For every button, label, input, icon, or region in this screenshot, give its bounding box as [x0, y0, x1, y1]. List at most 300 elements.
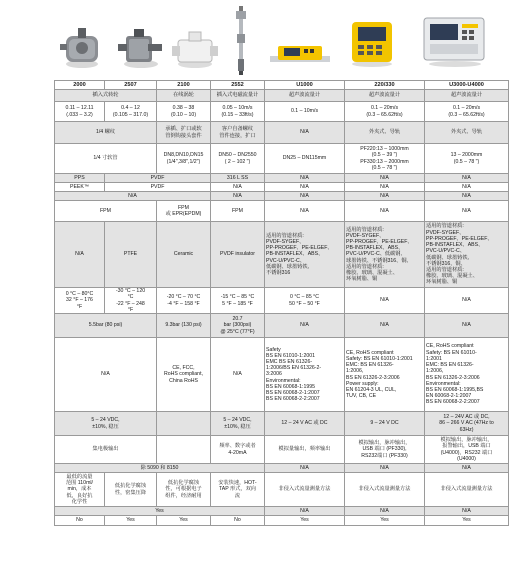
spec-cell-line: @ 25°C (77°F): [220, 328, 255, 335]
spec-cell: [345, 314, 425, 338]
spec-cell-line: PF220:13 – 1000mm: [360, 146, 409, 153]
spec-cell-line: DN50 – DN2550: [218, 152, 257, 159]
spec-cell-line: DN25 – DN115mm: [282, 155, 327, 162]
spec-cell-line: Yes: [462, 517, 471, 524]
spec-cell: [425, 314, 509, 338]
spec-cell-line: -20 °C – 70 °C: [166, 294, 201, 301]
spec-cell: [55, 174, 105, 183]
spec-cell-line: 环氧树脂、铜: [426, 279, 458, 286]
spec-cell-line: N/A: [300, 207, 309, 214]
spec-cell: [425, 174, 509, 183]
spec-cell-line: N/A: [233, 183, 242, 190]
spec-cell-line: N/A: [462, 464, 471, 471]
spec-cell-line: Yes: [126, 517, 135, 524]
spec-cell-line: PP-PROGEF、PE-ELGEF、: [346, 238, 413, 245]
spec-cell: [211, 183, 265, 192]
spec-cell-line: 低抗化学腐蚀: [167, 480, 200, 487]
spec-row: [55, 201, 509, 222]
spec-cell-line: 范围 110ml/: [65, 480, 93, 487]
spec-cell-line: Yes: [380, 517, 389, 524]
spec-cell: [211, 314, 265, 338]
spec-cell: [265, 412, 345, 436]
spec-cell-line: 5.5bar (80 psi): [88, 322, 123, 329]
spec-cell: [265, 102, 345, 122]
spec-cell: [265, 516, 345, 526]
model-header-cell: 2000: [55, 81, 105, 90]
spec-row: [55, 222, 509, 288]
spec-cell-line: 超声波流量计: [450, 92, 483, 99]
spec-row: [55, 192, 509, 201]
spec-cell-line: BS EN 60068-1:1995: [266, 383, 316, 390]
spec-cell-line: N/A: [101, 371, 110, 378]
spec-cell-line: 3:2006: [266, 371, 282, 378]
spec-cell-line: 低抗化学腐蚀: [114, 483, 147, 490]
turbine-2100-image: [172, 30, 218, 70]
spec-cell-line: 适用的管道材质:: [346, 226, 384, 233]
spec-cell-line: 管倒钩接头套件: [165, 132, 202, 139]
spec-cell: [345, 144, 425, 174]
spec-cell-line: 环氧树脂、铜: [346, 276, 378, 283]
spec-row: [55, 144, 509, 174]
spec-cell: [157, 144, 211, 174]
spec-cell: [211, 436, 265, 464]
spec-cell-line: N/A: [380, 183, 389, 190]
spec-cell-line: -4 °F – 158 °F: [167, 300, 200, 307]
spec-cell: [55, 436, 157, 464]
spec-cell-line: (0.5 – 78 "): [371, 164, 398, 171]
spec-cell: [55, 473, 105, 507]
spec-cell: [345, 183, 425, 192]
spec-cell-line: N/A: [380, 192, 389, 199]
spec-cell-line: 低，良好抗: [66, 492, 93, 499]
spec-cell-line: (0.3 – 65.62ft/s): [366, 111, 403, 118]
spec-cell-line: 63Hz): [459, 426, 474, 433]
spec-cell-line: BS EN 60068-2-2:2007: [266, 396, 320, 403]
spec-cell: [55, 183, 105, 192]
spec-cell: [425, 201, 509, 222]
spec-cell-line: DN8,DN10,DN15: [163, 152, 204, 159]
spec-cell-line: BS EN 61010-1:2001: [266, 352, 316, 359]
spec-cell: [105, 222, 157, 288]
spec-cell: [425, 102, 509, 122]
spec-cell-line: 适用的管道材质:: [266, 232, 304, 239]
spec-cell-line: PB-INSTAFLEX、ABS、: [346, 245, 404, 252]
spec-cell: [265, 122, 345, 144]
spec-cell-line: N/A: [300, 183, 309, 190]
spec-cell-line: N/A: [380, 174, 389, 181]
spec-cell-line: Safety: BS EN 61010-1:2001: [346, 355, 413, 362]
spec-cell-line: EMC: BS EN 61326-: [426, 362, 474, 369]
spec-row: [55, 464, 509, 473]
spec-cell: [425, 222, 509, 288]
model-header-cell: 2100: [157, 81, 211, 90]
spec-cell-line: 0.1 – 20m/s: [452, 105, 481, 112]
spec-cell-line: 非侵入式流量测量方法: [358, 486, 411, 493]
spec-cell: [265, 436, 345, 464]
spec-cell: [55, 288, 105, 314]
spec-cell-line: EMC BS EN 61326-: [266, 358, 313, 365]
spec-cell: [345, 473, 425, 507]
spec-cell-line: PVDF insulator: [220, 251, 255, 258]
spec-cell-line: 非侵入式流量测量方法: [440, 486, 493, 493]
spec-cell: [211, 122, 265, 144]
spec-cell: [265, 183, 345, 192]
spec-cell-line: °F: [76, 303, 83, 310]
spec-cell-line: 组件，经济耐用: [165, 492, 202, 499]
spec-cell-line: PVC-U/PVC-C、: [266, 257, 305, 264]
spec-cell-line: N/A: [462, 192, 471, 199]
spec-cell-line: 1:2006/BS EN 61326-2-: [266, 365, 322, 372]
spec-cell-line: 性，密集压降: [114, 489, 147, 496]
spec-cell-line: (0.5 – 39 "): [371, 152, 398, 159]
spec-cell: [55, 314, 157, 338]
spec-cell-line: 4-20mA: [228, 449, 247, 456]
spec-cell-line: PVDF: [150, 183, 165, 190]
spec-cell: [345, 122, 425, 144]
spec-cell-line: 橡胶、玻璃、混凝土、: [346, 270, 398, 276]
spec-cell-line: 最低的流量: [66, 473, 93, 480]
spec-cell-line: 5 – 24 VDC,: [91, 417, 120, 424]
spec-cell: [55, 464, 265, 473]
spec-cell-line: 12 – 24V AC 或 DC,: [443, 414, 490, 421]
spec-cell-line: (0.5 – 78 "): [453, 158, 480, 165]
spec-cell-line: 1:2006,: [346, 368, 364, 375]
spec-cell-line: FPM: [100, 207, 111, 214]
spec-cell: [211, 412, 265, 436]
spec-cell-line: PVC-U/PVC-C、: [426, 248, 465, 255]
spec-cell-line: N/A: [462, 183, 471, 190]
spec-cell-line: N/A: [75, 251, 84, 258]
spec-cell-line: 模拟输出，脉冲输出，: [440, 437, 493, 444]
spec-cell-line: 50 °F – 50 °F: [289, 300, 320, 307]
spec-cell-line: FPM: [178, 204, 189, 211]
spec-cell: [345, 436, 425, 464]
spec-cell: [265, 473, 345, 507]
spec-cell-line: 超声波流量计: [368, 92, 401, 99]
spec-cell-line: ±10%, 稳压: [92, 423, 119, 430]
spec-cell-line: EMC: BS EN 61326-: [346, 362, 394, 369]
spec-cell: [265, 464, 345, 473]
spec-cell-line: -22 °F – 248: [116, 300, 145, 307]
spec-cell-line: 9.3bar (130 psi): [165, 322, 202, 329]
spec-cell-line: 5 °F – 185 °F: [222, 300, 253, 307]
spec-cell-line: 模拟输出，脉冲输出，: [358, 440, 411, 447]
spec-cell: [425, 436, 509, 464]
spec-row: [55, 412, 509, 436]
spec-cell: [211, 222, 265, 288]
spec-cell-line: 管件连接，扩口: [219, 132, 256, 139]
spec-row: [55, 102, 509, 122]
spec-row: [55, 436, 509, 464]
spec-cell-line: 0.05 – 10m/s: [222, 105, 253, 112]
spec-cell: [55, 507, 265, 516]
spec-cell: [425, 288, 509, 314]
spec-cell: [157, 288, 211, 314]
model-header-cell: 2552: [211, 81, 265, 90]
spec-cell-line: 适用的管道材质:: [346, 263, 384, 270]
spec-cell-line: bar (300psi): [223, 322, 252, 329]
spec-cell-line: Environmental:: [426, 380, 461, 387]
spec-cell: [55, 90, 157, 102]
spec-cell: [345, 102, 425, 122]
spec-cell-line: PVDF-SYGEF、: [266, 238, 305, 245]
spec-cell-line: 承插、扩口或软: [165, 126, 202, 133]
spec-cell: [345, 222, 425, 288]
spec-cell-line: 1/4 寸软管: [93, 155, 118, 162]
model-header-row: [55, 81, 509, 90]
spec-cell-line: 低碳钢、球墨铸铁、: [426, 254, 473, 261]
spec-cell: [157, 201, 211, 222]
spec-cell: [157, 436, 211, 464]
spec-cell-line: PTFE: [123, 251, 138, 258]
spec-cell-line: N/A: [380, 207, 389, 214]
model-header-cell: U1000: [265, 81, 345, 90]
spec-cell-line: 频率、数字或者: [219, 443, 256, 450]
spec-cell: [105, 183, 211, 192]
spec-cell: [157, 122, 211, 144]
spec-cell: [157, 314, 211, 338]
spec-cell-line: 1:2006,: [426, 368, 444, 375]
spec-cell: [425, 122, 509, 144]
spec-cell: [157, 102, 211, 122]
spec-cell: [157, 412, 211, 436]
spec-cell: [157, 516, 211, 526]
spec-cell-line: 0.1 – 20m/s: [370, 105, 399, 112]
spec-cell: [211, 102, 265, 122]
spec-cell: [211, 201, 265, 222]
spec-cell-line: 报警输出，USB 端口: [442, 443, 491, 450]
spec-cell: [55, 412, 157, 436]
spec-cell-line: Yes: [300, 517, 309, 524]
spec-cell-line: Ceramic: [173, 251, 194, 258]
spec-cell-line: N/A: [462, 174, 471, 181]
spec-cell-line: China RoHS: [169, 377, 198, 384]
spec-cell: [55, 192, 211, 201]
spec-cell-line: FPM: [232, 207, 243, 214]
spec-cell-line: 12 – 24 V AC 或 DC: [281, 420, 328, 427]
spec-cell-line: 0 °C – 85 °C: [290, 294, 319, 301]
product-photo-row: [56, 2, 508, 78]
spec-cell: [55, 102, 105, 122]
spec-cell-line: BS EN 61326-2-3:2006: [426, 374, 480, 381]
spec-cell-line: No: [76, 517, 83, 524]
spec-cell-line: ±10%, 稳压: [224, 423, 251, 430]
spec-cell-line: 不锈钢316、铜、: [426, 260, 466, 267]
spec-cell: [265, 144, 345, 174]
spec-cell: [425, 507, 509, 516]
spec-cell: [425, 192, 509, 201]
spec-cell: [425, 464, 509, 473]
spec-cell-line: °F: [127, 306, 134, 313]
spec-cell-line: °C: [127, 294, 134, 301]
spec-cell-line: 0.1 – 10m/s: [290, 108, 319, 115]
spec-cell-line: 适用的管道材质:: [426, 266, 464, 273]
spec-cell-line: N/A: [233, 371, 242, 378]
spec-cell-line: CE, FCC,: [172, 365, 195, 372]
spec-cell-line: N/A: [462, 207, 471, 214]
spec-cell: [425, 183, 509, 192]
spec-cell: [265, 174, 345, 183]
spec-cell: [211, 338, 265, 412]
spec-cell-line: 安装快速，HOT-: [218, 480, 257, 487]
spec-cell-line: PP-PROGEF、PE-ELGEF、: [426, 235, 493, 242]
spec-cell: [55, 516, 105, 526]
spec-cell: [105, 102, 157, 122]
spec-cell-line: USB 端口 (PF330),: [362, 446, 407, 453]
spec-cell-line: N/A: [300, 129, 309, 136]
spec-cell-line: N/A: [300, 322, 309, 329]
inline-2507-image: [118, 26, 164, 70]
spec-cell-line: Safety: [266, 346, 281, 353]
spec-cell: [345, 412, 425, 436]
clamp-on-u1000-image: [270, 38, 330, 70]
spec-cell-line: BS EN 60068-2-2:2007: [426, 399, 480, 406]
spec-cell-line: BS EN 60068-2-1:2007: [266, 390, 320, 396]
spec-cell-line: 插入式电磁流量计: [216, 92, 259, 99]
spec-cell-line: 86 – 266 V AC (47Hz to: [439, 420, 494, 427]
spec-cell: [425, 144, 509, 174]
spec-cell-line: 低碳钢、球墨铸铁、: [266, 263, 313, 270]
spec-cell: [157, 222, 211, 288]
spec-cell-line: N/A: [300, 174, 309, 181]
spec-row: [55, 507, 509, 516]
spec-cell: [105, 516, 157, 526]
spec-cell-line: CE, RoHS compliant: [346, 349, 394, 356]
spec-cell-line: N/A: [233, 192, 242, 199]
spec-cell: [55, 201, 157, 222]
spec-cell-line: PVDF: [150, 174, 165, 181]
spec-cell-line: min，成本: [67, 486, 92, 493]
spec-cell-line: N/A: [380, 322, 389, 329]
spec-cell-line: 流: [234, 492, 241, 499]
spec-cell-line: PP-PROGEF、PE-ELGEF、: [266, 245, 333, 252]
spec-cell-line: (U4000): [457, 455, 476, 462]
spec-cell-line: (1/4",3/8",1/2"): [166, 158, 201, 165]
spec-cell-line: 1/4 螺纹: [95, 129, 116, 136]
spec-cell: [265, 338, 345, 412]
spec-cell: [55, 338, 157, 412]
spec-cell: [345, 174, 425, 183]
spec-cell: [345, 507, 425, 516]
spec-cell-line: 外夹式、导轨: [450, 129, 483, 136]
spec-cell-line: -15 °C – 85 °C: [220, 294, 255, 301]
spec-cell-line: 适用的管道材质:: [426, 223, 464, 230]
spec-cell-line: Environmental:: [266, 377, 301, 384]
spec-cell-line: PVDF-SYGEF、: [346, 232, 385, 239]
spec-cell: [345, 338, 425, 412]
spec-cell-line: 20.7: [232, 316, 243, 323]
spec-cell: [425, 90, 509, 102]
spec-cell-line: 0.11 – 12.11: [65, 105, 94, 112]
spec-cell-line: N/A: [380, 297, 389, 304]
spec-cell: [425, 473, 509, 507]
spec-cell: [345, 464, 425, 473]
spec-cell-line: 插入式转轮: [92, 92, 119, 99]
spec-cell-line: 1:2001: [426, 355, 442, 362]
spec-cell-line: PEEK™: [69, 183, 90, 190]
spec-cell: [425, 516, 509, 526]
spec-cell-line: 模拟量输出，频率输出: [278, 446, 331, 453]
spec-cell-line: -30 °C – 120: [115, 288, 146, 295]
fixed-u3000-u4000-image: [420, 16, 490, 68]
spec-cell-line: 或 EPR(EPDM): [165, 211, 202, 217]
spec-cell-line: 客户自备螺纹: [221, 126, 254, 133]
spec-cell: [157, 338, 211, 412]
spec-cell-line: PVDF-SYGEF、: [426, 229, 465, 236]
spec-row: [55, 122, 509, 144]
spec-cell-line: 32 °F – 176: [66, 297, 93, 304]
spec-cell-line: Yes: [179, 517, 188, 524]
spec-cell-line: 不锈钢316: [266, 270, 291, 276]
spec-cell: [105, 174, 211, 183]
spec-cell-line: PB-INSTAFLEX、ABS、: [266, 251, 324, 258]
spec-cell-line: EN 61204-3 UL, CUL,: [346, 386, 397, 393]
spec-cell-line: BS EN 61326-2-3:2006: [346, 374, 400, 381]
spec-cell: [265, 288, 345, 314]
spec-cell-line: 13 – 2000mm: [450, 152, 483, 159]
spec-cell-line: 超声波流量计: [288, 92, 321, 99]
spec-cell: [345, 201, 425, 222]
spec-cell-line: ( 2 – 102 "): [224, 158, 251, 165]
spec-cell: [265, 192, 345, 201]
spec-cell-line: (0.105 – 317.0): [112, 111, 149, 118]
spec-cell: [265, 507, 345, 516]
spec-cell: [55, 144, 157, 174]
spec-cell-line: RoHS compliant,: [164, 371, 203, 378]
spec-cell: [211, 174, 265, 183]
model-header-cell: 2507: [105, 81, 157, 90]
spec-cell-line: 0.4 – 12: [121, 105, 140, 112]
spec-cell-line: 橡胶、玻璃、混凝土、: [426, 273, 478, 280]
spec-cell-line: 性，可根据电子: [165, 486, 202, 493]
spec-row: [55, 473, 509, 507]
spec-cell: [345, 516, 425, 526]
spec-cell-line: TUV, CB, CE: [346, 393, 377, 400]
spec-cell-line: N/A: [380, 464, 389, 471]
spec-cell: [345, 288, 425, 314]
spec-cell: [425, 338, 509, 412]
spec-row: [55, 174, 509, 183]
spec-cell: [265, 90, 345, 102]
spec-cell-line: PVC-U/PVC-C、低碳钢、: [346, 251, 406, 258]
spec-cell: [425, 412, 509, 436]
spec-table-body: [55, 81, 509, 526]
spec-cell: [265, 314, 345, 338]
spec-cell-line: PB-INSTAFLEX、ABS、: [426, 242, 484, 249]
spec-cell-line: Yes: [155, 507, 164, 514]
spec-cell: [211, 288, 265, 314]
spec-row: [55, 338, 509, 412]
spec-cell-line: Power supply:: [346, 380, 379, 387]
spec-cell: [157, 473, 211, 507]
spec-cell-line: (.033 – 3.2): [66, 111, 93, 118]
spec-cell-line: BS EN 60068-1:1995,BS: [426, 386, 484, 393]
spec-cell-line: 球墨铸铁、不锈钢316、铜、: [346, 257, 412, 264]
spec-cell-line: N/A: [380, 507, 389, 514]
paddlewheel-2000-image: [60, 24, 104, 70]
spec-cell: [265, 201, 345, 222]
spec-cell-line: N/A: [128, 192, 137, 199]
spec-cell-line: N/A: [300, 192, 309, 199]
spec-cell-line: 外夹式、导轨: [368, 129, 401, 136]
spec-cell: [105, 473, 157, 507]
spec-row: [55, 516, 509, 526]
spec-cell-line: 0.38 – 38: [172, 105, 195, 112]
spec-cell-line: 非侵入式流量测量方法: [278, 486, 331, 493]
spec-cell: [345, 90, 425, 102]
spec-cell-line: N/A: [462, 297, 471, 304]
spec-cell-line: 在线涡轮: [173, 92, 194, 99]
